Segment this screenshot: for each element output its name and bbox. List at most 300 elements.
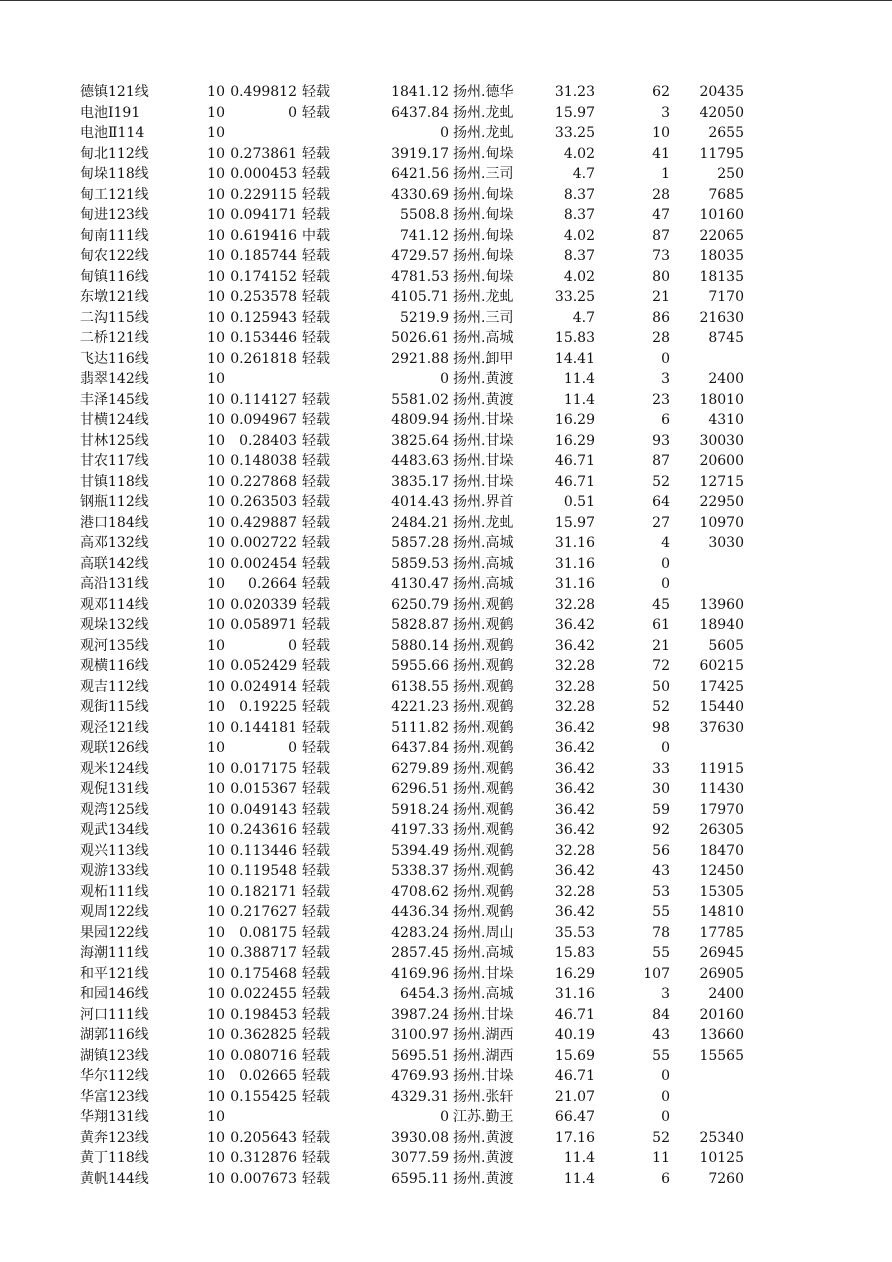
voltage-cell: 10 bbox=[207, 719, 225, 736]
load-status-cell: 轻载 bbox=[302, 248, 330, 264]
substation-cell: 扬州.观鹤 bbox=[453, 617, 514, 633]
voltage-cell: 10 bbox=[207, 986, 225, 1002]
line-name-cell: 甘镇118线 bbox=[80, 473, 149, 490]
transformer-count-cell: 3 bbox=[661, 371, 670, 387]
table-row bbox=[0, 800, 892, 821]
capacity-kva-cell: 18135 bbox=[699, 268, 744, 285]
table-row bbox=[0, 246, 892, 267]
line-name-cell: 观横116线 bbox=[80, 658, 149, 674]
table-row bbox=[0, 759, 892, 780]
load-status-cell: 轻载 bbox=[302, 699, 330, 715]
transformer-count-cell: 3 bbox=[661, 104, 670, 121]
line-length-cell: 36.42 bbox=[554, 863, 595, 879]
capacity-kva-cell: 4310 bbox=[708, 412, 744, 428]
load-status-cell: 轻载 bbox=[302, 904, 330, 920]
line-length-cell: 46.71 bbox=[554, 1006, 595, 1023]
substation-cell: 扬州.观鹤 bbox=[453, 678, 514, 695]
capacity-kva-cell bbox=[672, 349, 744, 370]
table-row bbox=[0, 964, 892, 985]
capacity-cell: 0 bbox=[440, 1109, 449, 1125]
voltage-cell: 10 bbox=[207, 699, 225, 715]
line-length-cell: 32.28 bbox=[554, 678, 595, 695]
transformer-count-cell: 6 bbox=[661, 1170, 670, 1187]
capacity-cell: 5581.02 bbox=[391, 391, 449, 408]
load-rate-cell: 0 bbox=[288, 104, 297, 121]
transformer-count-cell: 33 bbox=[652, 760, 670, 777]
load-status-cell: 轻载 bbox=[302, 760, 330, 777]
load-rate-cell: 0.022455 bbox=[230, 986, 297, 1002]
load-rate-cell: 0.015367 bbox=[230, 781, 297, 797]
load-rate-cell: 0.243616 bbox=[230, 822, 297, 838]
transformer-count-cell: 53 bbox=[652, 883, 670, 900]
load-status-cell: 轻载 bbox=[302, 1170, 330, 1187]
substation-cell: 扬州.高城 bbox=[453, 986, 514, 1002]
line-name-cell: 和园146线 bbox=[80, 986, 149, 1002]
line-length-cell: 36.42 bbox=[554, 740, 595, 756]
capacity-kva-cell: 7170 bbox=[708, 289, 744, 305]
line-length-cell: 32.28 bbox=[554, 842, 595, 859]
capacity-cell: 4769.93 bbox=[391, 1068, 449, 1084]
table-row bbox=[0, 718, 892, 739]
line-name-cell: 观兴113线 bbox=[80, 842, 149, 859]
substation-cell: 扬州.龙虬 bbox=[453, 104, 514, 121]
voltage-cell: 10 bbox=[207, 924, 225, 941]
capacity-kva-cell: 14810 bbox=[699, 904, 744, 920]
line-name-cell: 二沟115线 bbox=[80, 309, 149, 326]
load-status-cell: 轻载 bbox=[302, 535, 330, 551]
load-status-cell: 轻载 bbox=[302, 945, 330, 961]
line-length-cell: 14.41 bbox=[554, 350, 595, 367]
table-row bbox=[0, 554, 892, 575]
line-name-cell: 观武134线 bbox=[80, 822, 149, 838]
voltage-cell: 10 bbox=[207, 1027, 225, 1043]
load-rate-cell: 0.499812 bbox=[230, 84, 297, 100]
line-length-cell: 16.29 bbox=[554, 412, 595, 428]
load-status-cell: 轻载 bbox=[302, 801, 330, 818]
capacity-kva-cell: 15305 bbox=[699, 883, 744, 900]
line-length-cell: 36.42 bbox=[554, 637, 595, 654]
voltage-cell: 10 bbox=[207, 350, 225, 367]
table-row bbox=[0, 1025, 892, 1046]
voltage-cell: 10 bbox=[207, 227, 225, 244]
substation-cell: 扬州.观鹤 bbox=[453, 760, 514, 777]
capacity-cell: 0 bbox=[440, 125, 449, 141]
line-length-cell: 4.02 bbox=[563, 268, 595, 285]
line-length-cell: 46.71 bbox=[554, 453, 595, 469]
capacity-cell: 4283.24 bbox=[391, 924, 449, 941]
table-row bbox=[0, 636, 892, 657]
capacity-kva-cell: 12715 bbox=[699, 473, 744, 490]
line-name-cell: 甸北112线 bbox=[80, 145, 149, 162]
capacity-cell: 2484.21 bbox=[391, 514, 449, 531]
load-status-cell bbox=[302, 1107, 342, 1128]
line-length-cell: 66.47 bbox=[554, 1109, 595, 1125]
load-rate-cell: 0.182171 bbox=[230, 883, 297, 900]
table-row bbox=[0, 410, 892, 431]
line-length-cell: 36.42 bbox=[554, 760, 595, 777]
capacity-kva-cell bbox=[672, 554, 744, 575]
load-status-cell: 轻载 bbox=[302, 842, 330, 859]
substation-cell: 扬州.观鹤 bbox=[453, 801, 514, 818]
capacity-kva-cell: 17785 bbox=[699, 924, 744, 941]
load-status-cell: 轻载 bbox=[302, 1006, 330, 1023]
table-row bbox=[0, 1066, 892, 1087]
substation-cell: 扬州.龙虬 bbox=[453, 514, 514, 531]
load-status-cell: 轻载 bbox=[302, 924, 330, 941]
capacity-kva-cell: 3030 bbox=[708, 535, 744, 551]
data-sheet bbox=[0, 82, 892, 1189]
table-row bbox=[0, 185, 892, 206]
capacity-cell: 4781.53 bbox=[391, 268, 449, 285]
substation-cell: 扬州.黄渡 bbox=[453, 1170, 514, 1187]
line-length-cell: 15.97 bbox=[554, 104, 595, 121]
load-rate-cell: 0.153446 bbox=[230, 330, 297, 346]
load-status-cell: 轻载 bbox=[302, 412, 330, 428]
table-row bbox=[0, 390, 892, 411]
substation-cell: 扬州.观鹤 bbox=[453, 740, 514, 756]
load-rate-cell: 0.28403 bbox=[239, 432, 297, 449]
capacity-kva-cell bbox=[672, 738, 744, 759]
capacity-cell: 3077.59 bbox=[391, 1150, 449, 1166]
load-status-cell: 轻载 bbox=[302, 678, 330, 695]
substation-cell: 扬州.观鹤 bbox=[453, 863, 514, 879]
line-length-cell: 8.37 bbox=[563, 207, 595, 223]
capacity-cell: 5695.51 bbox=[391, 1047, 449, 1064]
line-length-cell: 11.4 bbox=[563, 1150, 595, 1166]
load-status-cell: 轻载 bbox=[302, 740, 330, 756]
load-status-cell: 轻载 bbox=[302, 473, 330, 490]
capacity-kva-cell: 30030 bbox=[699, 432, 744, 449]
line-length-cell: 15.83 bbox=[554, 945, 595, 961]
load-rate-cell: 0.155425 bbox=[230, 1088, 297, 1105]
load-status-cell: 轻载 bbox=[302, 637, 330, 654]
load-rate-cell: 0.094967 bbox=[230, 412, 297, 428]
capacity-kva-cell: 10125 bbox=[699, 1150, 744, 1166]
load-status-cell bbox=[302, 123, 342, 144]
transformer-count-cell: 80 bbox=[652, 268, 670, 285]
line-length-cell: 31.16 bbox=[554, 535, 595, 551]
capacity-cell: 4330.69 bbox=[391, 186, 449, 203]
transformer-count-cell: 45 bbox=[652, 596, 670, 613]
load-status-cell: 轻载 bbox=[302, 432, 330, 449]
line-name-cell: 丰泽145线 bbox=[80, 391, 149, 408]
line-length-cell: 4.02 bbox=[563, 227, 595, 244]
table-row bbox=[0, 1005, 892, 1026]
substation-cell: 扬州.高城 bbox=[453, 535, 514, 551]
line-name-cell: 甘横124线 bbox=[80, 412, 149, 428]
load-rate-cell: 0.002722 bbox=[230, 535, 297, 551]
substation-cell: 扬州.甸垛 bbox=[453, 227, 514, 244]
load-status-cell: 轻载 bbox=[302, 514, 330, 531]
transformer-count-cell: 1 bbox=[661, 166, 670, 182]
line-name-cell: 黄丁118线 bbox=[80, 1150, 149, 1166]
line-length-cell: 4.7 bbox=[572, 309, 595, 326]
capacity-cell: 5880.14 bbox=[391, 637, 449, 654]
capacity-cell: 5394.49 bbox=[391, 842, 449, 859]
voltage-cell: 10 bbox=[207, 801, 225, 818]
line-length-cell: 32.28 bbox=[554, 658, 595, 674]
load-status-cell: 轻载 bbox=[302, 145, 330, 162]
line-name-cell: 观垛132线 bbox=[80, 617, 149, 633]
load-status-cell: 轻载 bbox=[302, 986, 330, 1002]
transformer-count-cell: 52 bbox=[652, 1129, 670, 1146]
line-length-cell: 32.28 bbox=[554, 883, 595, 900]
substation-cell: 扬州.甘垛 bbox=[453, 965, 514, 982]
capacity-cell: 5219.9 bbox=[400, 309, 449, 326]
voltage-cell: 10 bbox=[207, 1129, 225, 1146]
load-rate-cell: 0.253578 bbox=[230, 289, 297, 305]
load-rate-cell: 0.174152 bbox=[230, 268, 297, 285]
table-row bbox=[0, 205, 892, 226]
line-length-cell: 32.28 bbox=[554, 699, 595, 715]
capacity-cell: 5111.82 bbox=[391, 719, 449, 736]
line-name-cell: 观邓114线 bbox=[80, 596, 149, 613]
load-rate-cell: 0.049143 bbox=[230, 801, 297, 818]
substation-cell: 扬州.三司 bbox=[453, 309, 514, 326]
substation-cell: 扬州.湖西 bbox=[453, 1047, 514, 1064]
capacity-cell: 3987.24 bbox=[391, 1006, 449, 1023]
table-row bbox=[0, 431, 892, 452]
capacity-kva-cell: 17425 bbox=[699, 678, 744, 695]
transformer-count-cell: 92 bbox=[652, 822, 670, 838]
voltage-cell: 10 bbox=[207, 576, 225, 592]
capacity-kva-cell: 11430 bbox=[699, 781, 744, 797]
table-row bbox=[0, 1148, 892, 1169]
capacity-cell: 5338.37 bbox=[391, 863, 449, 879]
capacity-kva-cell: 15565 bbox=[699, 1047, 744, 1064]
capacity-kva-cell: 18470 bbox=[699, 842, 744, 859]
load-status-cell: 轻载 bbox=[302, 965, 330, 982]
capacity-kva-cell: 15440 bbox=[699, 699, 744, 715]
load-status-cell: 轻载 bbox=[302, 268, 330, 285]
capacity-kva-cell: 18940 bbox=[699, 617, 744, 633]
substation-cell: 江苏.勤王 bbox=[453, 1109, 514, 1125]
transformer-count-cell: 0 bbox=[661, 1088, 670, 1105]
line-length-cell: 36.42 bbox=[554, 719, 595, 736]
table-row bbox=[0, 451, 892, 472]
voltage-cell: 10 bbox=[207, 1047, 225, 1064]
voltage-cell: 10 bbox=[207, 1006, 225, 1023]
capacity-cell: 4483.63 bbox=[391, 453, 449, 469]
substation-cell: 扬州.观鹤 bbox=[453, 822, 514, 838]
load-rate-cell bbox=[225, 1107, 297, 1128]
voltage-cell: 10 bbox=[207, 494, 225, 510]
line-name-cell: 果园122线 bbox=[80, 924, 149, 941]
voltage-cell: 10 bbox=[207, 1170, 225, 1187]
line-name-cell: 高沿131线 bbox=[80, 576, 149, 592]
voltage-cell: 10 bbox=[207, 740, 225, 756]
load-status-cell: 轻载 bbox=[302, 863, 330, 879]
capacity-kva-cell: 5605 bbox=[708, 637, 744, 654]
table-row bbox=[0, 513, 892, 534]
line-name-cell: 观联126线 bbox=[80, 740, 149, 756]
voltage-cell: 10 bbox=[207, 965, 225, 982]
voltage-cell: 10 bbox=[207, 268, 225, 285]
substation-cell: 扬州.黄渡 bbox=[453, 1150, 514, 1166]
capacity-kva-cell: 7685 bbox=[708, 186, 744, 203]
line-name-cell: 华富123线 bbox=[80, 1088, 149, 1105]
load-rate-cell: 0.113446 bbox=[230, 842, 297, 859]
substation-cell: 扬州.甸垛 bbox=[453, 145, 514, 162]
capacity-kva-cell: 42050 bbox=[699, 104, 744, 121]
capacity-cell: 4169.96 bbox=[391, 965, 449, 982]
line-name-cell: 观吉112线 bbox=[80, 678, 149, 695]
capacity-kva-cell: 250 bbox=[717, 166, 744, 182]
line-name-cell: 和平121线 bbox=[80, 965, 149, 982]
voltage-cell: 10 bbox=[207, 453, 225, 469]
load-rate-cell: 0 bbox=[288, 740, 297, 756]
load-status-cell: 轻载 bbox=[302, 596, 330, 613]
transformer-count-cell: 0 bbox=[661, 1109, 670, 1125]
line-name-cell: 高邓132线 bbox=[80, 535, 149, 551]
capacity-cell: 3919.17 bbox=[391, 145, 449, 162]
line-name-cell: 甸镇116线 bbox=[80, 268, 149, 285]
substation-cell: 扬州.龙虬 bbox=[453, 125, 514, 141]
capacity-kva-cell: 17970 bbox=[699, 801, 744, 818]
line-name-cell: 翡翠142线 bbox=[80, 371, 149, 387]
table-row bbox=[0, 369, 892, 390]
table-row bbox=[0, 123, 892, 144]
transformer-count-cell: 28 bbox=[652, 186, 670, 203]
voltage-cell: 10 bbox=[207, 330, 225, 346]
table-row bbox=[0, 103, 892, 124]
table-row bbox=[0, 1087, 892, 1108]
line-length-cell: 31.16 bbox=[554, 576, 595, 592]
line-name-cell: 东墩121线 bbox=[80, 289, 149, 305]
table-row bbox=[0, 677, 892, 698]
voltage-cell: 10 bbox=[207, 432, 225, 449]
line-name-cell: 甸进123线 bbox=[80, 207, 149, 223]
table-row bbox=[0, 820, 892, 841]
transformer-count-cell: 21 bbox=[652, 637, 670, 654]
load-rate-cell: 0.388717 bbox=[230, 945, 297, 961]
line-name-cell: 观泾121线 bbox=[80, 719, 149, 736]
voltage-cell: 10 bbox=[207, 555, 225, 572]
table-row bbox=[0, 308, 892, 329]
line-length-cell: 31.16 bbox=[554, 555, 595, 572]
line-length-cell: 8.37 bbox=[563, 186, 595, 203]
transformer-count-cell: 4 bbox=[661, 535, 670, 551]
load-status-cell: 轻载 bbox=[302, 350, 330, 367]
line-length-cell: 33.25 bbox=[554, 289, 595, 305]
transformer-count-cell: 11 bbox=[652, 1150, 670, 1166]
capacity-cell: 4436.34 bbox=[391, 904, 449, 920]
capacity-cell: 3835.17 bbox=[391, 473, 449, 490]
capacity-cell: 6250.79 bbox=[391, 596, 449, 613]
substation-cell: 扬州.高城 bbox=[453, 330, 514, 346]
line-name-cell: 高联142线 bbox=[80, 555, 149, 572]
substation-cell: 扬州.甘垛 bbox=[453, 473, 514, 490]
line-name-cell: 钢瓶112线 bbox=[80, 494, 149, 510]
line-length-cell: 11.4 bbox=[563, 391, 595, 408]
transformer-count-cell: 98 bbox=[652, 719, 670, 736]
capacity-kva-cell: 60215 bbox=[699, 658, 744, 674]
capacity-cell: 3930.08 bbox=[391, 1129, 449, 1146]
line-length-cell: 46.71 bbox=[554, 473, 595, 490]
line-length-cell: 4.7 bbox=[572, 166, 595, 182]
load-rate-cell: 0.024914 bbox=[230, 678, 297, 695]
line-name-cell: 观游133线 bbox=[80, 863, 149, 879]
table-row bbox=[0, 574, 892, 595]
transformer-count-cell: 84 bbox=[652, 1006, 670, 1023]
substation-cell: 扬州.观鹤 bbox=[453, 842, 514, 859]
table-row bbox=[0, 164, 892, 185]
transformer-count-cell: 73 bbox=[652, 248, 670, 264]
capacity-kva-cell: 26905 bbox=[699, 965, 744, 982]
load-rate-cell: 0.017175 bbox=[230, 760, 297, 777]
line-length-cell: 11.4 bbox=[563, 371, 595, 387]
line-length-cell: 33.25 bbox=[554, 125, 595, 141]
voltage-cell: 10 bbox=[207, 371, 225, 387]
capacity-cell: 5508.8 bbox=[400, 207, 449, 223]
table-row bbox=[0, 82, 892, 103]
voltage-cell: 10 bbox=[207, 781, 225, 797]
line-length-cell: 36.42 bbox=[554, 801, 595, 818]
load-status-cell: 轻载 bbox=[302, 781, 330, 797]
load-status-cell: 轻载 bbox=[302, 883, 330, 900]
load-status-cell: 轻载 bbox=[302, 391, 330, 408]
capacity-kva-cell: 26945 bbox=[699, 945, 744, 961]
capacity-cell: 5026.61 bbox=[391, 330, 449, 346]
table-row bbox=[0, 533, 892, 554]
voltage-cell: 10 bbox=[207, 658, 225, 674]
capacity-cell: 5918.24 bbox=[391, 801, 449, 818]
transformer-count-cell: 87 bbox=[652, 227, 670, 244]
capacity-cell: 6138.55 bbox=[391, 678, 449, 695]
transformer-count-cell: 3 bbox=[661, 986, 670, 1002]
line-name-cell: 黄奔123线 bbox=[80, 1129, 149, 1146]
voltage-cell: 10 bbox=[207, 596, 225, 613]
transformer-count-cell: 62 bbox=[652, 84, 670, 100]
load-status-cell: 轻载 bbox=[302, 555, 330, 572]
transformer-count-cell: 93 bbox=[652, 432, 670, 449]
capacity-kva-cell: 20600 bbox=[699, 453, 744, 469]
capacity-cell: 6279.89 bbox=[391, 760, 449, 777]
transformer-count-cell: 52 bbox=[652, 473, 670, 490]
voltage-cell: 10 bbox=[207, 391, 225, 408]
line-name-cell: 电池Ⅱ114 bbox=[80, 125, 145, 141]
load-rate-cell: 0.619416 bbox=[230, 227, 297, 244]
capacity-kva-cell: 20160 bbox=[699, 1006, 744, 1023]
capacity-kva-cell: 20435 bbox=[699, 84, 744, 100]
load-status-cell: 轻载 bbox=[302, 1088, 330, 1105]
load-status-cell: 轻载 bbox=[302, 207, 330, 223]
capacity-cell: 2857.45 bbox=[391, 945, 449, 961]
voltage-cell: 10 bbox=[207, 104, 225, 121]
line-length-cell: 35.53 bbox=[554, 924, 595, 941]
table-row bbox=[0, 287, 892, 308]
capacity-cell: 4221.23 bbox=[391, 699, 449, 715]
load-rate-cell: 0.080716 bbox=[230, 1047, 297, 1064]
load-status-cell: 轻载 bbox=[302, 186, 330, 203]
transformer-count-cell: 64 bbox=[652, 494, 670, 510]
table-row bbox=[0, 226, 892, 247]
load-rate-cell: 0.119548 bbox=[230, 863, 297, 879]
capacity-cell: 4014.43 bbox=[391, 494, 449, 510]
capacity-cell: 4197.33 bbox=[391, 822, 449, 838]
load-rate-cell: 0 bbox=[288, 637, 297, 654]
line-length-cell: 21.07 bbox=[554, 1088, 595, 1105]
substation-cell: 扬州.观鹤 bbox=[453, 596, 514, 613]
voltage-cell: 10 bbox=[207, 904, 225, 920]
line-length-cell: 0.51 bbox=[563, 494, 595, 510]
transformer-count-cell: 56 bbox=[652, 842, 670, 859]
line-length-cell: 8.37 bbox=[563, 248, 595, 264]
load-status-cell: 轻载 bbox=[302, 1129, 330, 1146]
table-row bbox=[0, 267, 892, 288]
transformer-count-cell: 6 bbox=[661, 412, 670, 428]
line-length-cell: 36.42 bbox=[554, 904, 595, 920]
